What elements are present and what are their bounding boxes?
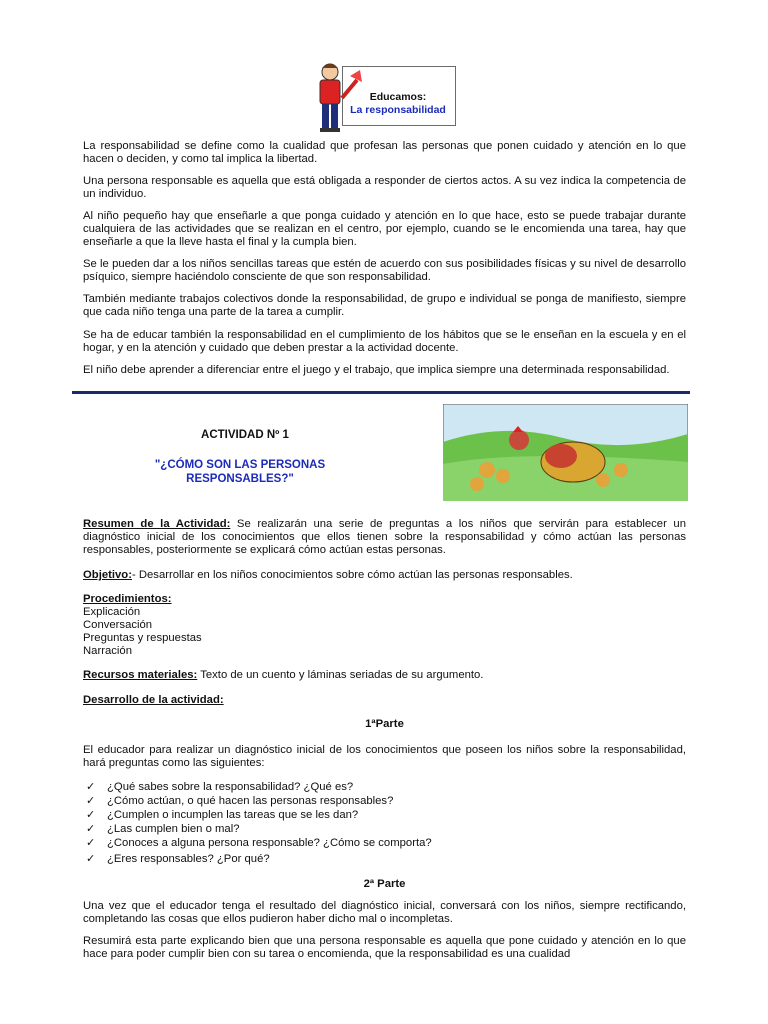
resources-paragraph [83, 669, 686, 682]
banner-line1: Educamos: [369, 91, 427, 103]
objective-text: - Desarrollar en los niños conocimientos sobre cómo actúan las personas responsables. [131, 569, 573, 581]
question-item: ¿Cómo actúan, o qué hacen las personas responsables? [107, 795, 394, 807]
question-item: ¿Eres responsables? ¿Por qué? [107, 853, 270, 865]
intro-paragraph: También mediante trabajos colectivos donde la responsabilidad, de grupo e individual se ponga de manifiesto, siempre que cada niño tenga una parte de la tarea a cumplir. [83, 293, 686, 318]
check-icon: ✓ [86, 853, 96, 865]
procedures-label: Procedimientos: [83, 593, 172, 605]
check-icon: ✓ [86, 837, 96, 849]
title-banner [312, 58, 454, 134]
question-item: ¿Qué sabes sobre la responsabilidad? ¿Qué es? [107, 781, 354, 793]
check-icon: ✓ [86, 781, 96, 793]
check-icon: ✓ [86, 795, 96, 807]
procedure-item: Preguntas y respuestas [83, 632, 202, 644]
intro-paragraph: Una persona responsable es aquella que está obligada a responder de ciertos actos. A su vez indica la competencia de un individuo. [83, 175, 686, 200]
question-item: ¿Cumplen o incumplen las tareas que se les dan? [107, 809, 359, 821]
part1-paragraph: El educador para realizar un diagnóstico inicial de los conocimientos que poseen los niños sobre la responsabilidad, hará preguntas como las siguientes: [83, 744, 686, 769]
question-item: ¿Las cumplen bien o mal? [107, 823, 240, 835]
activity-question: "¿CÓMO SON LAS PERSONAS RESPONSABLES?" [154, 459, 326, 485]
procedure-item: Conversación [83, 619, 153, 631]
development-label: Desarrollo de la actividad: [83, 694, 224, 706]
procedure-item: Narración [83, 645, 132, 657]
objective-label: Objetivo: [83, 569, 132, 581]
activity-title: ACTIVIDAD Nº 1 [201, 429, 289, 441]
summary-paragraph [83, 518, 686, 557]
banner-line2: La responsabilidad [350, 104, 446, 116]
intro-paragraph: Al niño pequeño hay que enseñarle a que ponga cuidado y atención en lo que hace, esto se puede trabajar durante cualquiera de las actividades que se realizan en el centro, por ejemplo, cuando se le encomienda una tarea, hay que enseñarle a que la lleve hasta el final y la cumpla bien. [83, 210, 686, 248]
summary-label: Resumen de la Actividad: [83, 518, 231, 530]
intro-paragraph: El niño debe aprender a diferenciar entre el juego y el trabajo, que implica siempre una determinada responsabilidad. [83, 364, 670, 376]
check-icon: ✓ [86, 809, 96, 821]
intro-paragraph: Se ha de educar también la responsabilidad en el cumplimiento de los hábitos que se le enseñan en la escuela y en el hogar, y en la atención y cuidado que deben prestar a la actividad docente. [83, 329, 686, 354]
part1-title: 1ªParte [365, 718, 404, 730]
check-icon: ✓ [86, 823, 96, 835]
summary-text: Se realizarán una serie de preguntas a los niños que servirán para establecer un diagnóstico inicial de los conocimientos que ellos tienen sobre la responsabilidad y cómo actúan las personas responsables, posteriormente se explicará cómo actúan estas personas. [83, 518, 686, 556]
resources-label: Recursos materiales: [83, 669, 198, 681]
hen-illustration [443, 404, 688, 501]
intro-paragraph: Se le pueden dar a los niños sencillas tareas que estén de acuerdo con sus posibilidades físicas y su nivel de desarrollo psíquico, siempre haciéndolo consciente de que son responsabilidad. [83, 258, 686, 283]
part2-title: 2ª Parte [363, 878, 406, 890]
intro-paragraph: La responsabilidad se define como la cualidad que profesan las personas que ponen cuidado y atención en lo que hacen o deciden, y como tal implica la libertad. [83, 140, 686, 165]
resources-text: Texto de un cuento y láminas seriadas de su argumento. [197, 669, 484, 681]
part2-paragraph: Una vez que el educador tenga el resultado del diagnóstico inicial, conversará con los niños, siempre rectificando, completando las cosas que ellos pudieron haber dicho mal o incompletas. [83, 900, 686, 925]
part2-paragraph: Resumirá esta parte explicando bien que una persona responsable es aquella que pone cuidado y atención en lo que hace para poder cumplir bien con su tarea o encomienda, que la responsabilidad es una cualidad [83, 935, 686, 960]
objective-paragraph [83, 569, 686, 582]
procedure-item: Explicación [83, 606, 141, 618]
section-divider [72, 391, 690, 394]
question-item: ¿Conoces a alguna persona responsable? ¿Cómo se comporta? [107, 837, 432, 849]
procedures-block [83, 593, 686, 658]
